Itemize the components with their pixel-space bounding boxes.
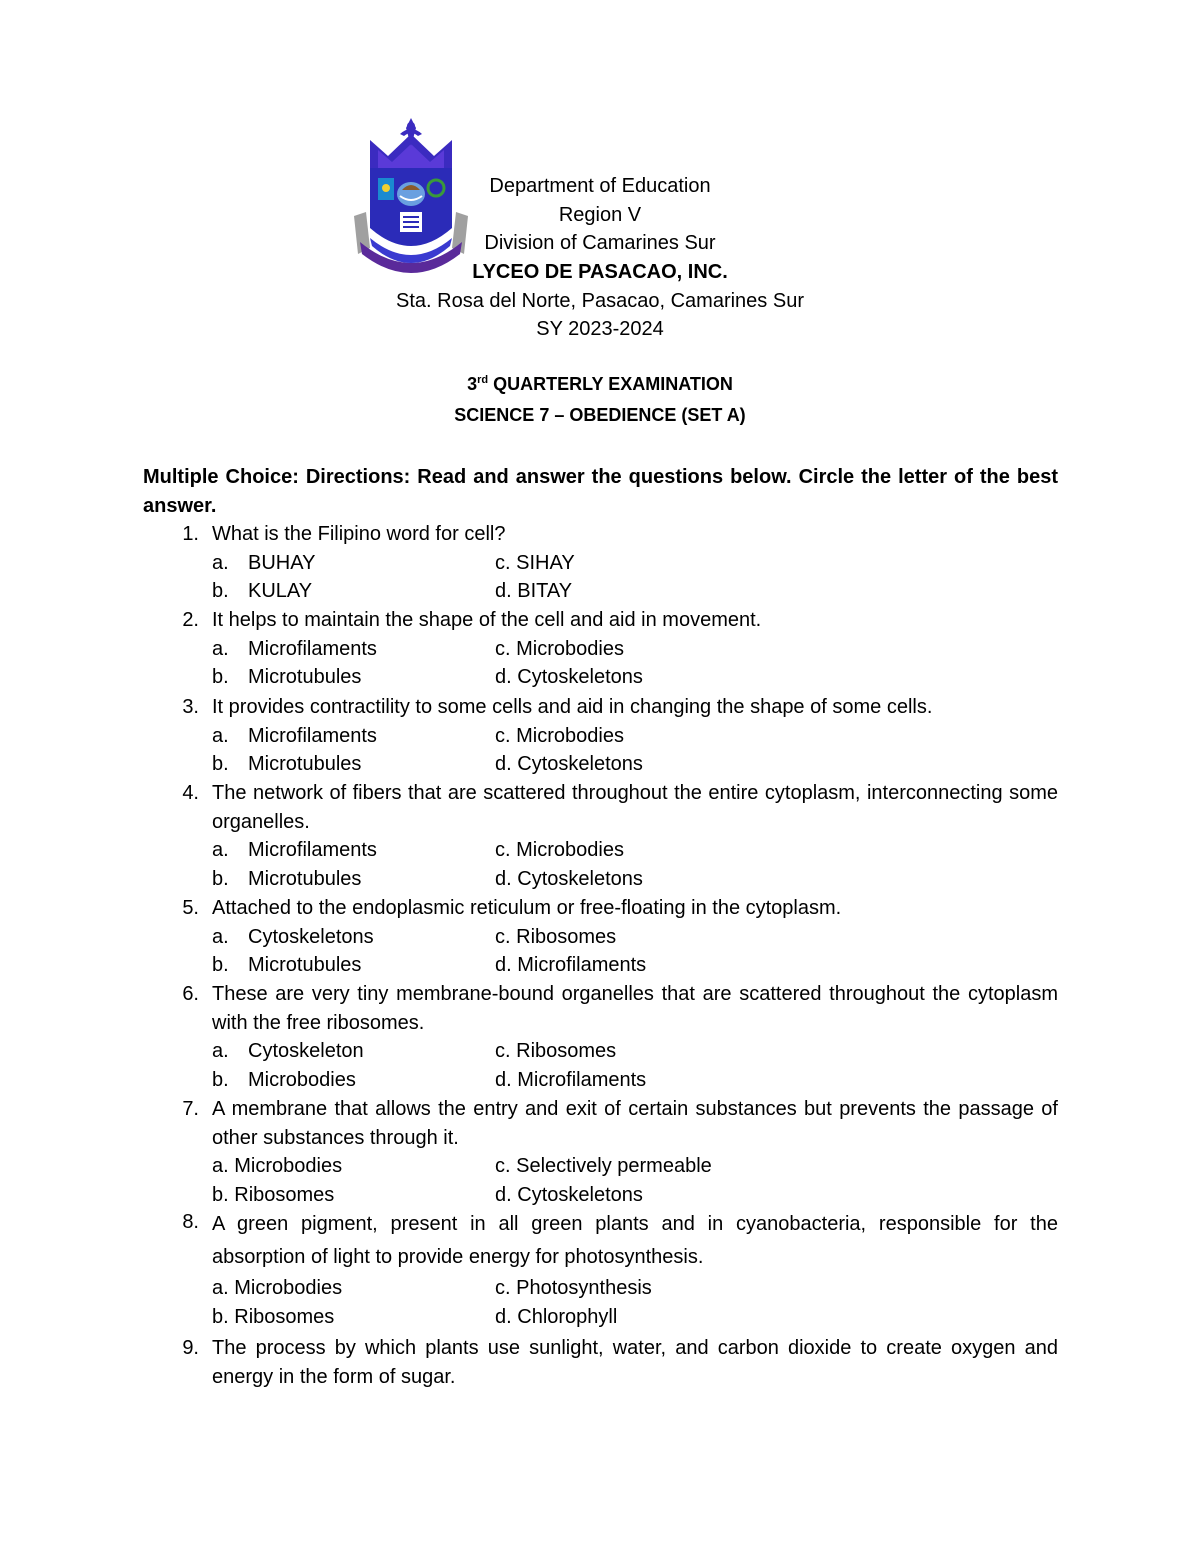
option-row <box>212 923 1058 952</box>
question-text: It helps to maintain the shape of the cell and aid in movement. <box>212 609 762 631</box>
question-item <box>143 1208 1058 1331</box>
option-b[interactable]: b. Ribosomes <box>212 1183 335 1206</box>
option-b[interactable]: b. Microtubules <box>212 867 362 890</box>
option-row <box>212 1152 1058 1181</box>
question-number: 2. <box>182 609 199 631</box>
option-row <box>212 951 1058 980</box>
school-name: LYCEO DE PASACAO, INC. <box>472 261 728 283</box>
school-address: Sta. Rosa del Norte, Pasacao, Camarines Sur <box>396 290 804 312</box>
option-row <box>212 722 1058 751</box>
option-row <box>212 1181 1058 1210</box>
option-row <box>212 865 1058 894</box>
option-a[interactable]: a. BUHAY <box>212 551 316 574</box>
question-item <box>143 894 1058 980</box>
option-d[interactable]: d. BITAY <box>495 580 573 603</box>
option-c[interactable]: c. Photosynthesis <box>495 1277 652 1299</box>
question-number: 9. <box>182 1337 199 1359</box>
option-row <box>212 1274 1058 1303</box>
option-b[interactable]: b. Microtubules <box>212 666 362 689</box>
question-item <box>143 1334 1058 1391</box>
option-row <box>212 577 1058 606</box>
directions: Multiple Choice: Directions: Read and answer the questions below. Circle the letter of the best answer. <box>143 466 1058 517</box>
option-row <box>212 1066 1058 1095</box>
question-number: 3. <box>182 696 199 718</box>
exam-title <box>300 372 900 396</box>
option-c[interactable]: c. Microbodies <box>495 724 624 747</box>
question-item <box>143 693 1058 779</box>
option-d[interactable]: d. Cytoskeletons <box>495 1183 643 1206</box>
option-b[interactable]: b. Microbodies <box>212 1068 356 1091</box>
option-d[interactable]: d. Cytoskeletons <box>495 666 643 689</box>
question-item <box>143 1095 1058 1209</box>
question-item <box>143 606 1058 692</box>
question-number: 5. <box>182 897 199 919</box>
region-name: Region V <box>558 204 642 226</box>
question-item <box>143 980 1058 1094</box>
option-a[interactable]: a. Cytoskeleton <box>212 1040 364 1063</box>
division-name: Division of Camarines Sur <box>484 232 716 254</box>
option-a[interactable]: a. Microfilaments <box>212 839 377 862</box>
option-c[interactable]: c. Microbodies <box>495 637 624 660</box>
option-c[interactable]: c. Ribosomes <box>495 1040 617 1063</box>
question-text: It provides contractility to some cells and aid in changing the shape of some cells. <box>212 696 933 718</box>
option-d[interactable]: d. Chlorophyll <box>495 1305 618 1328</box>
question-text: The network of fibers that are scattered throughout the entire cytoplasm, interconnecting some organelles. <box>212 782 1058 833</box>
option-c[interactable]: c. SIHAY <box>495 551 575 574</box>
option-a[interactable]: a. Microfilaments <box>212 637 377 660</box>
question-text: These are very tiny membrane-bound organelles that are scattered throughout the cytoplasm with the free ribosomes. <box>212 983 1058 1034</box>
question-number: 8. <box>182 1211 199 1233</box>
option-row <box>212 1037 1058 1066</box>
exam-name: QUARTERLY EXAMINATION <box>493 374 733 394</box>
question-text: What is the Filipino word for cell? <box>212 523 506 545</box>
question-item <box>143 779 1058 893</box>
option-c[interactable]: c. Selectively permeable <box>495 1155 712 1178</box>
option-row <box>212 549 1058 578</box>
option-row <box>212 750 1058 779</box>
quarter-suffix: rd <box>477 374 489 386</box>
question-number: 7. <box>182 1098 199 1120</box>
option-b[interactable]: b. Microtubules <box>212 753 362 776</box>
department-name: Department of Education <box>489 175 711 197</box>
question-text: The process by which plants use sunlight, water, and carbon dioxide to create oxygen and energy in the form of sugar. <box>212 1337 1058 1388</box>
option-a[interactable]: a. Microbodies <box>212 1155 343 1178</box>
question-text: A membrane that allows the entry and exit of certain substances but prevents the passage of other substances through it. <box>212 1098 1058 1149</box>
question-text: Attached to the endoplasmic reticulum or free-floating in the cytoplasm. <box>212 897 842 919</box>
question-number: 1. <box>182 523 199 545</box>
quarter-number: 3 <box>467 374 478 394</box>
question-text: A green pigment, present in all green plants and in cyanobacteria, responsible for the absorption of light to provide energy for photosynthesis. <box>212 1213 1058 1268</box>
option-a[interactable]: a. Microfilaments <box>212 724 377 747</box>
option-row <box>212 635 1058 664</box>
question-number: 4. <box>182 782 199 804</box>
option-b[interactable]: b. Microtubules <box>212 954 362 977</box>
option-c[interactable]: c. Microbodies <box>495 839 624 862</box>
school-year: SY 2023-2024 <box>536 318 664 340</box>
option-a[interactable]: a. Cytoskeletons <box>212 925 374 948</box>
option-row <box>212 836 1058 865</box>
option-d[interactable]: d. Cytoskeletons <box>495 753 643 776</box>
question-item <box>143 520 1058 606</box>
option-c[interactable]: c. Ribosomes <box>495 925 617 948</box>
option-row <box>212 663 1058 692</box>
question-number: 6. <box>182 983 199 1005</box>
exam-subject: SCIENCE 7 – OBEDIENCE (SET A) <box>454 405 746 425</box>
option-b[interactable]: b. Ribosomes <box>212 1305 335 1328</box>
option-d[interactable]: d. Cytoskeletons <box>495 867 643 890</box>
option-a[interactable]: a. Microbodies <box>212 1277 343 1299</box>
option-d[interactable]: d. Microfilaments <box>495 1068 647 1091</box>
option-row <box>212 1303 1058 1332</box>
option-d[interactable]: d. Microfilaments <box>495 954 647 977</box>
option-b[interactable]: b. KULAY <box>212 580 313 603</box>
